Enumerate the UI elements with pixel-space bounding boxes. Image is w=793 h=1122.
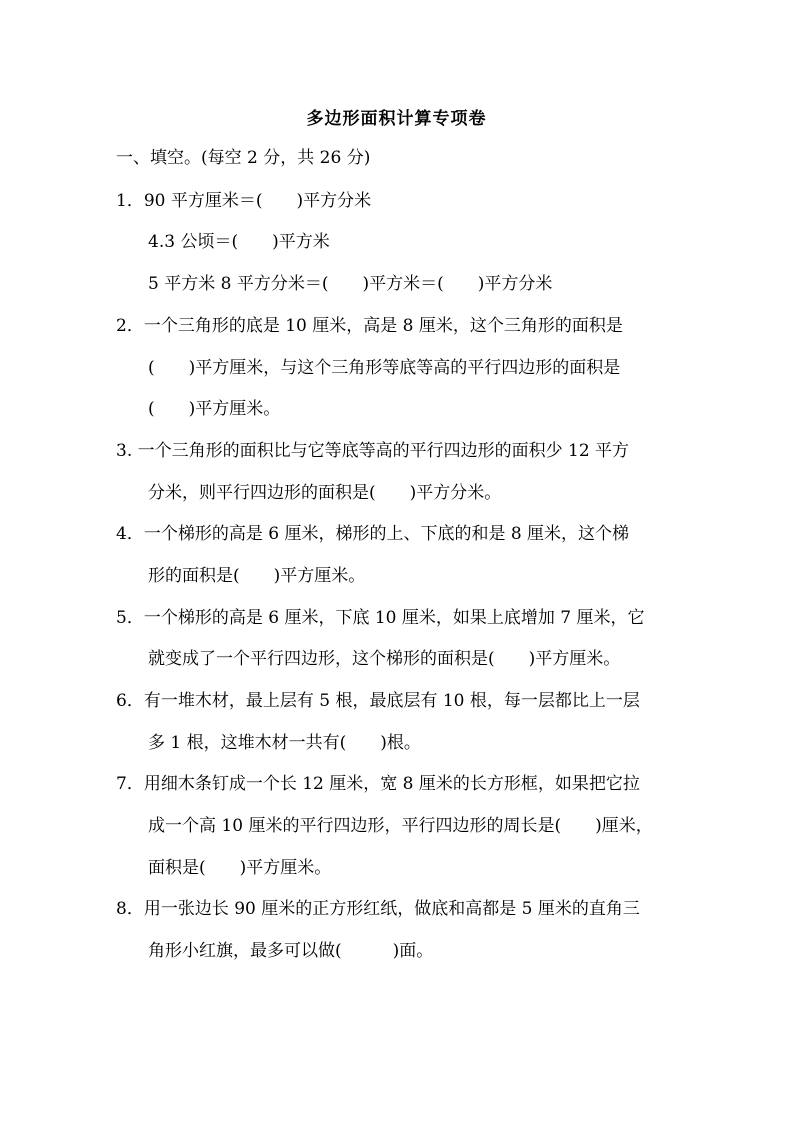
question-1-line-3: 5 平方米 8 平方分米＝( )平方米＝( )平方分米 (148, 274, 553, 294)
question-4-line-1: 4．一个梯形的高是 6 厘米，梯形的上、下底的和是 8 厘米，这个梯 (116, 524, 630, 544)
question-2-line-1: 2．一个三角形的底是 10 厘米，高是 8 厘米，这个三角形的面积是 (116, 316, 623, 336)
question-2-line-2: ( )平方厘米，与这个三角形等底等高的平行四边形的面积是 (148, 358, 621, 378)
question-1-line-1: 1．90 平方厘米＝( )平方分米 (116, 191, 372, 211)
question-1-line-2: 4.3 公顷＝( )平方米 (148, 232, 330, 252)
section-header: 一、填空。(每空 2 分，共 26 分) (116, 148, 371, 168)
question-7-line-2: 成一个高 10 厘米的平行四边形，平行四边形的周长是( )厘米， (148, 816, 653, 836)
question-4-line-2: 形的面积是( )平方厘米。 (148, 566, 366, 586)
question-6-line-2: 多 1 根，这堆木材一共有( )根。 (148, 733, 421, 753)
question-8-line-2: 角形小红旗，最多可以做( )面。 (148, 941, 434, 961)
question-3-line-2: 分米，则平行四边形的面积是( )平方分米。 (148, 483, 502, 503)
document-title: 多边形面积计算专项卷 (306, 109, 487, 129)
question-5-line-2: 就变成了一个平行四边形，这个梯形的面积是( )平方厘米。 (148, 649, 621, 669)
question-7-line-1: 7．用细木条钉成一个长 12 厘米，宽 8 厘米的长方形框，如果把它拉 (116, 774, 640, 794)
question-8-line-1: 8．用一张边长 90 厘米的正方形红纸，做底和高都是 5 厘米的直角三 (116, 899, 640, 919)
question-6-line-1: 6．有一堆木材，最上层有 5 根，最底层有 10 根，每一层都比上一层 (116, 691, 640, 711)
question-5-line-1: 5．一个梯形的高是 6 厘米，下底 10 厘米，如果上底增加 7 厘米，它 (116, 608, 645, 628)
question-3-line-1: 3. 一个三角形的面积比与它等底等高的平行四边形的面积少 12 平方 (116, 441, 630, 461)
question-7-line-3: 面积是( )平方厘米。 (148, 858, 332, 878)
question-2-line-3: ( )平方厘米。 (148, 399, 281, 419)
